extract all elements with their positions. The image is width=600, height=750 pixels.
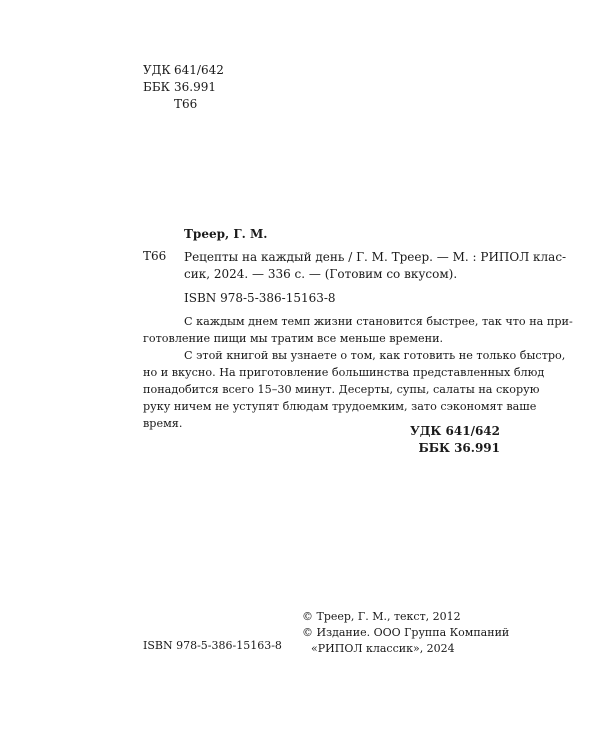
udk-row — [143, 62, 263, 78]
annotation-line: время. — [143, 417, 183, 430]
isbn: ISBN 978-5-386-15163-8 — [184, 291, 336, 305]
bbk-code: ББК 36.991 — [418, 441, 500, 455]
author-mark: Т66 — [174, 97, 198, 111]
isbn-bottom: ISBN 978-5-386-15163-8 — [143, 639, 282, 652]
copyright-line: © Треер, Г. М., текст, 2012 — [302, 610, 461, 623]
udk-code: УДК 641/642 — [410, 424, 500, 438]
classification-codes — [300, 423, 500, 457]
author-code: Т66 — [143, 249, 167, 263]
bbk-label: ББК — [143, 80, 170, 94]
bbk-value: 36.991 — [174, 80, 216, 94]
annotation-line: С каждым днем темп жизни становится быстрее, так что на при- — [184, 315, 573, 328]
annotation-line: готовление пищи мы тратим все меньше времени. — [143, 332, 444, 345]
copyright-line: © Издание. ООО Группа Компаний — [302, 626, 510, 639]
annotation-line: руку ничем не уступят блюдам трудоемким, зато сэкономят ваше — [143, 400, 537, 413]
bbk-row — [143, 79, 263, 95]
udk-label: УДК — [143, 63, 171, 77]
reference-line-1: Рецепты на каждый день / Г. М. Треер. — М. : РИПОЛ клас- — [184, 250, 567, 264]
author-name: Треер, Г. М. — [184, 227, 268, 241]
annotation-line: понадобится всего 15–30 минут. Десерты, супы, салаты на скорую — [143, 383, 540, 396]
copyright-line: «РИПОЛ классик», 2024 — [311, 642, 455, 655]
udk-value: 641/642 — [174, 63, 224, 77]
annotation-line: но и вкусно. На приготовление большинства представленных блюд — [143, 366, 545, 379]
reference-line-2: сик, 2024. — 336 с. — (Готовим со вкусом). — [184, 267, 458, 281]
copyright-block — [302, 609, 509, 657]
annotation-line: С этой книгой вы узнаете о том, как готовить не только быстро, — [184, 349, 566, 362]
author-mark-row — [143, 96, 263, 112]
